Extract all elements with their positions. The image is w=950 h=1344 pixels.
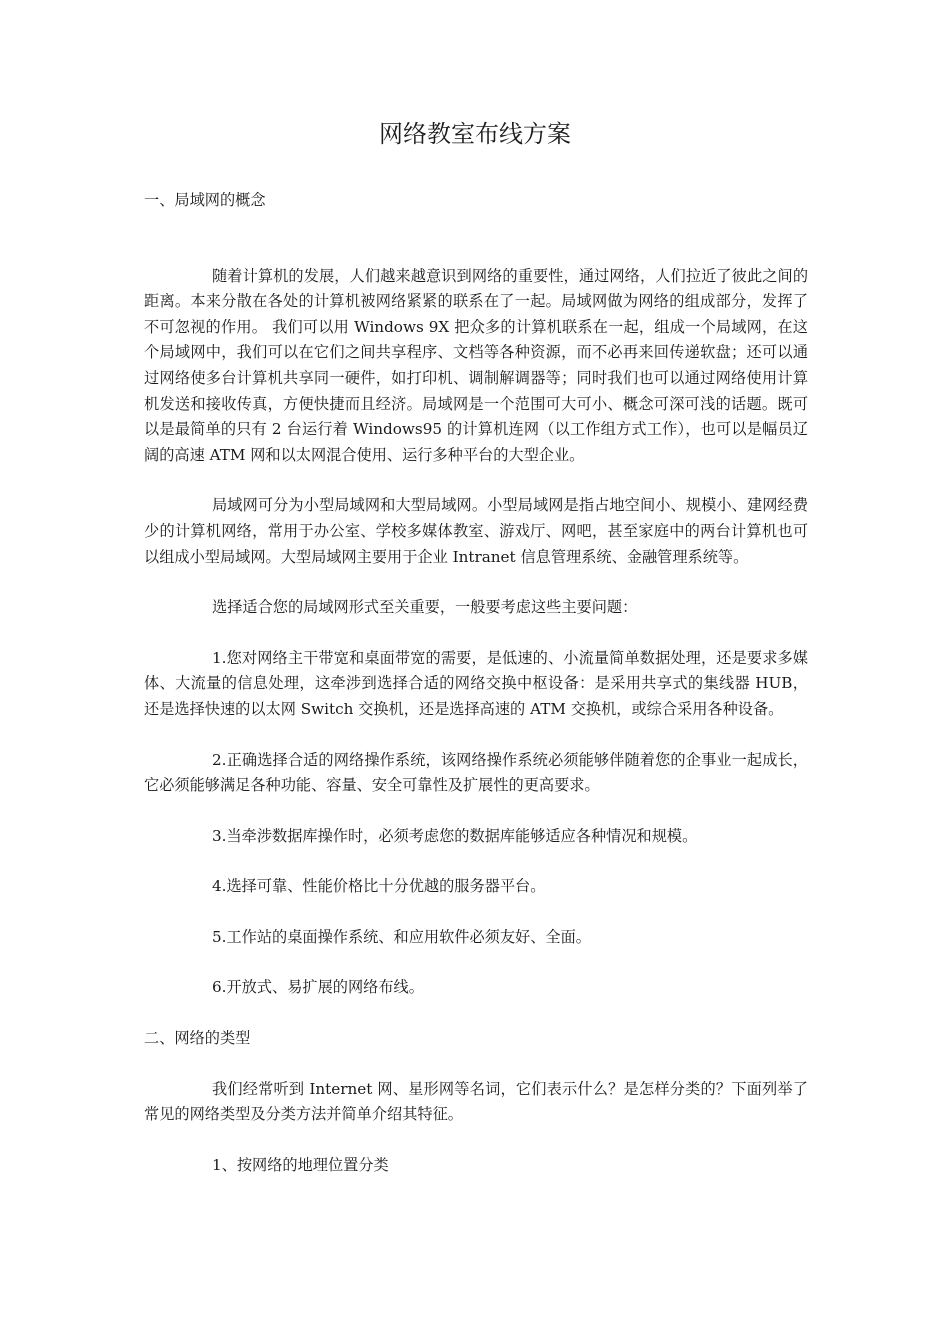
section-heading-2: 二、网络的类型 (144, 1029, 251, 1048)
paragraph-network-types: 我们经常听到 Internet 网、星形网等名词，它们表示什么？是怎样分类的？下面列举了常见的网络类型及分类方法并简单介绍其特征。 (144, 1079, 808, 1124)
document-title: 网络教室布线方案 (379, 120, 571, 148)
list-item-1: 1.您对网络主干带宽和桌面带宽的需要，是低速的、小流量简单数据处理，还是要求多媒体、大流量的信息处理，这牵涉到选择合适的网络交换中枢设备：是采用共享式的集线器 HUB，还是选择快速的以太网 Switch 交换机，还是选择高速的 ATM 交换机，或综合采用各种设备。 (144, 648, 808, 718)
document-body (144, 188, 808, 1178)
section-heading-1: 一、局域网的概念 (144, 191, 266, 209)
list-item-5: 5.工作站的桌面操作系统、和应用软件必须友好、全面。 (212, 927, 591, 946)
list-item-4: 4.选择可靠、性能价格比十分优越的服务器平台。 (212, 877, 546, 896)
list-item-3: 3.当牵涉数据库操作时，必须考虑您的数据库能够适应各种情况和规模。 (212, 826, 698, 845)
list-item-6: 6.开放式、易扩展的网络布线。 (212, 978, 424, 997)
paragraph-lan-concept: 随着计算机的发展，人们越来越意识到网络的重要性，通过网络，人们拉近了彼此之间的距离。本来分散在各处的计算机被网络紧紧的联系在了一起。局域网做为网络的组成部分，发挥了不可忽视的作用。 我们可以用 Windows 9X 把众多的计算机联系在一起，组成一个局域网，在这个局域网中，我们可以在它们之间共享程序、文档等各种资源，而不必再来回传递软盘；还可以通过网络使多台计算机共享同一硬件，如打印机、调制解调器等；同时我们也可以通过网络使用计算机发送和接收传真，方便快捷而且经济。局域网是一个范围可大可小、概念可深可浅的话题。既可以是最简单的只有 2 台运行着 Windows95 的计算机连网（以工作组方式工作），也可以是幅员辽阔的高速 ATM 网和以太网混合使用、运行多种平台的大型企业。 (144, 266, 808, 464)
paragraph-choose-lan: 选择适合您的局域网形式至关重要，一般要考虑这些主要问题： (212, 598, 638, 617)
paragraph-lan-types: 局域网可分为小型局域网和大型局域网。小型局域网是指占地空间小、规模小、建网经费少的计算机网络，常用于办公室、学校多媒体教室、游戏厅、网吧，甚至家庭中的两台计算机也可以组成小型局域网。大型局域网主要用于企业 Intranet 信息管理系统、金融管理系统等。 (144, 496, 808, 566)
subheading-geographic: 1、按网络的地理位置分类 (212, 1155, 389, 1174)
list-item-2: 2.正确选择合适的网络操作系统，该网络操作系统必须能够伴随着您的企事业一起成长，它必须能够满足各种功能、容量、安全可靠性及扩展性的更高要求。 (144, 750, 808, 795)
